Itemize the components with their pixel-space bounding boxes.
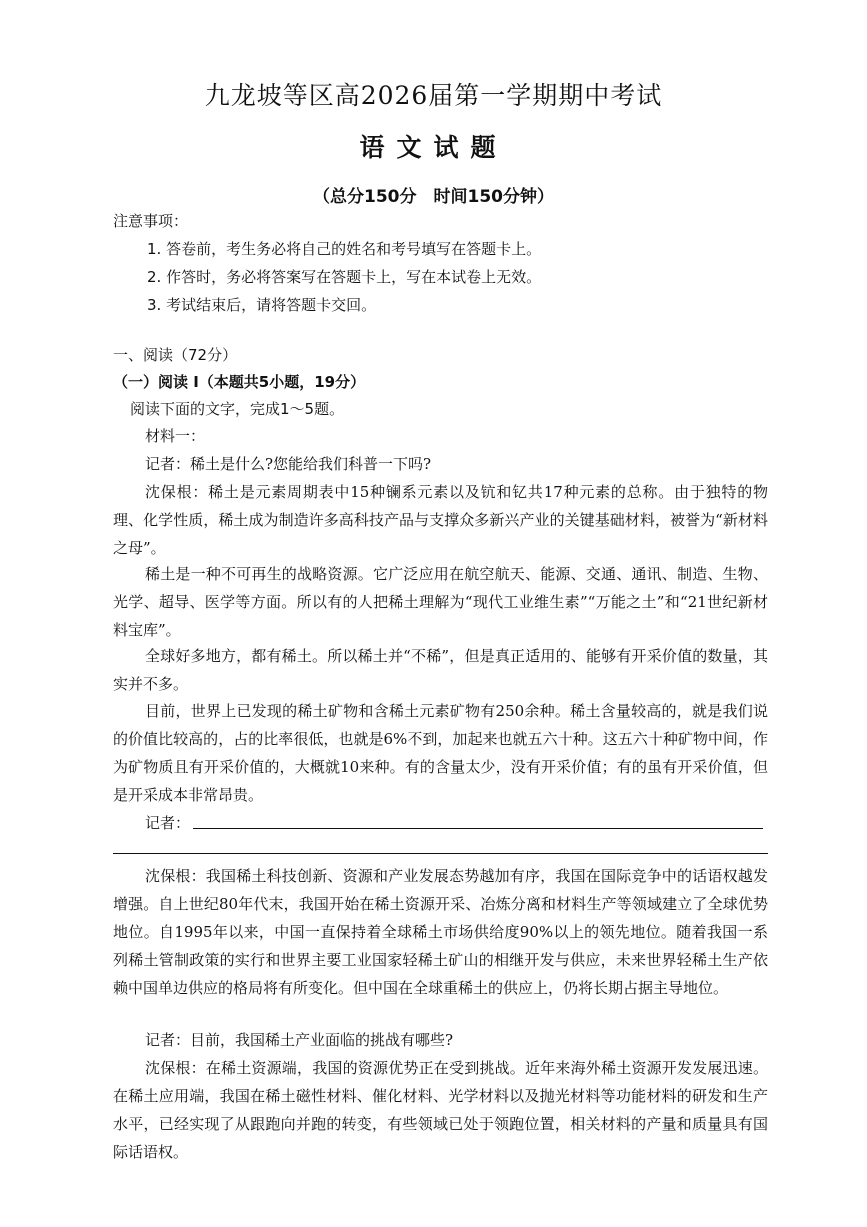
paragraph: 目前，世界上已发现的稀土矿物和含稀土元素矿物有250余种。稀土含量较高的，就是我们说的价值比较高的，占的比率很低，也就是6%不到，加起来也就五六十种。这五六十种矿物中间，作为矿物质且有开采价值的，大概就10来种。有的含量太少，没有开采价值；有的虽有开采价值，但是开采成本非常昂贵。 <box>113 702 768 804</box>
subject-title: 语文试题 <box>359 133 508 162</box>
material-label: 材料一： <box>145 427 206 445</box>
score-time-info: （总分150分 时间150分钟） <box>313 187 554 207</box>
notes-heading: 注意事项： <box>113 212 189 230</box>
answer-blank-line <box>193 828 763 829</box>
note-item: 2. 作答时，务必将答案写在答题卡上，写在本试卷上无效。 <box>147 268 542 286</box>
separator-line <box>113 853 768 854</box>
reading-instruction: 阅读下面的文字，完成1～5题。 <box>130 400 345 418</box>
paragraph: 记者：目前，我国稀土产业面临的挑战有哪些? <box>145 1031 454 1049</box>
note-item: 3. 考试结束后，请将答题卡交回。 <box>147 296 377 314</box>
paragraph: 沈保根：我国稀土科技创新、资源和产业发展态势越加有序，我国在国际竞争中的话语权越发增强。自上世纪80年代末，我国开始在稀土资源开采、冶炼分离和材料生产等领域建立了全球优势地位。自1995年以来，中国一直保持着全球稀土市场供给度90%以上的领先地位。随着我国一系列稀土管制政策的实行和世界主要工业国家轻稀土矿山的相继开发与供应，未来世界轻稀土生产依赖中国单边供应的格局将有所变化。但中国在全球重稀土的供应上，仍将长期占据主导地位。 <box>113 867 768 997</box>
paragraph: 记者：稀土是什么?您能给我们科普一下吗? <box>145 455 432 473</box>
exam-title: 九龙坡等区高2026届第一学期期中考试 <box>204 81 663 110</box>
subsection-heading: （一）阅读 I（本题共5小题，19分） <box>113 373 366 391</box>
paragraph: 稀土是一种不可再生的战略资源。它广泛应用在航空航天、能源、交通、通讯、制造、生物、光学、超导、医学等方面。所以有的人把稀土理解为“现代工业维生素”“万能之土”和“21世纪新材料宝库”。 <box>113 565 768 639</box>
note-item: 1. 答卷前，考生务必将自己的姓名和考号填写在答题卡上。 <box>147 240 542 258</box>
paragraph: 全球好多地方，都有稀土。所以稀土并“不稀”，但是真正适用的、能够有开采价值的数量，其实并不多。 <box>113 647 768 693</box>
reporter-label: 记者： <box>145 814 191 832</box>
paragraph: 沈保根：稀土是元素周期表中15种镧系元素以及钪和钇共17种元素的总称。由于独特的物理、化学性质，稀土成为制造许多高科技产品与支撑众多新兴产业的关键基础材料，被誉为“新材料之母”。 <box>113 483 768 557</box>
section-heading: 一、阅读（72分） <box>113 346 238 364</box>
paragraph: 沈保根：在稀土资源端，我国的资源优势正在受到挑战。近年来海外稀土资源开发发展迅速。在稀土应用端，我国在稀土磁性材料、催化材料、光学材料以及抛光材料等功能材料的研发和生产水平，已经实现了从跟跑向并跑的转变，有些领域已处于领跑位置，相关材料的产量和质量具有国际话语权。 <box>113 1059 768 1161</box>
